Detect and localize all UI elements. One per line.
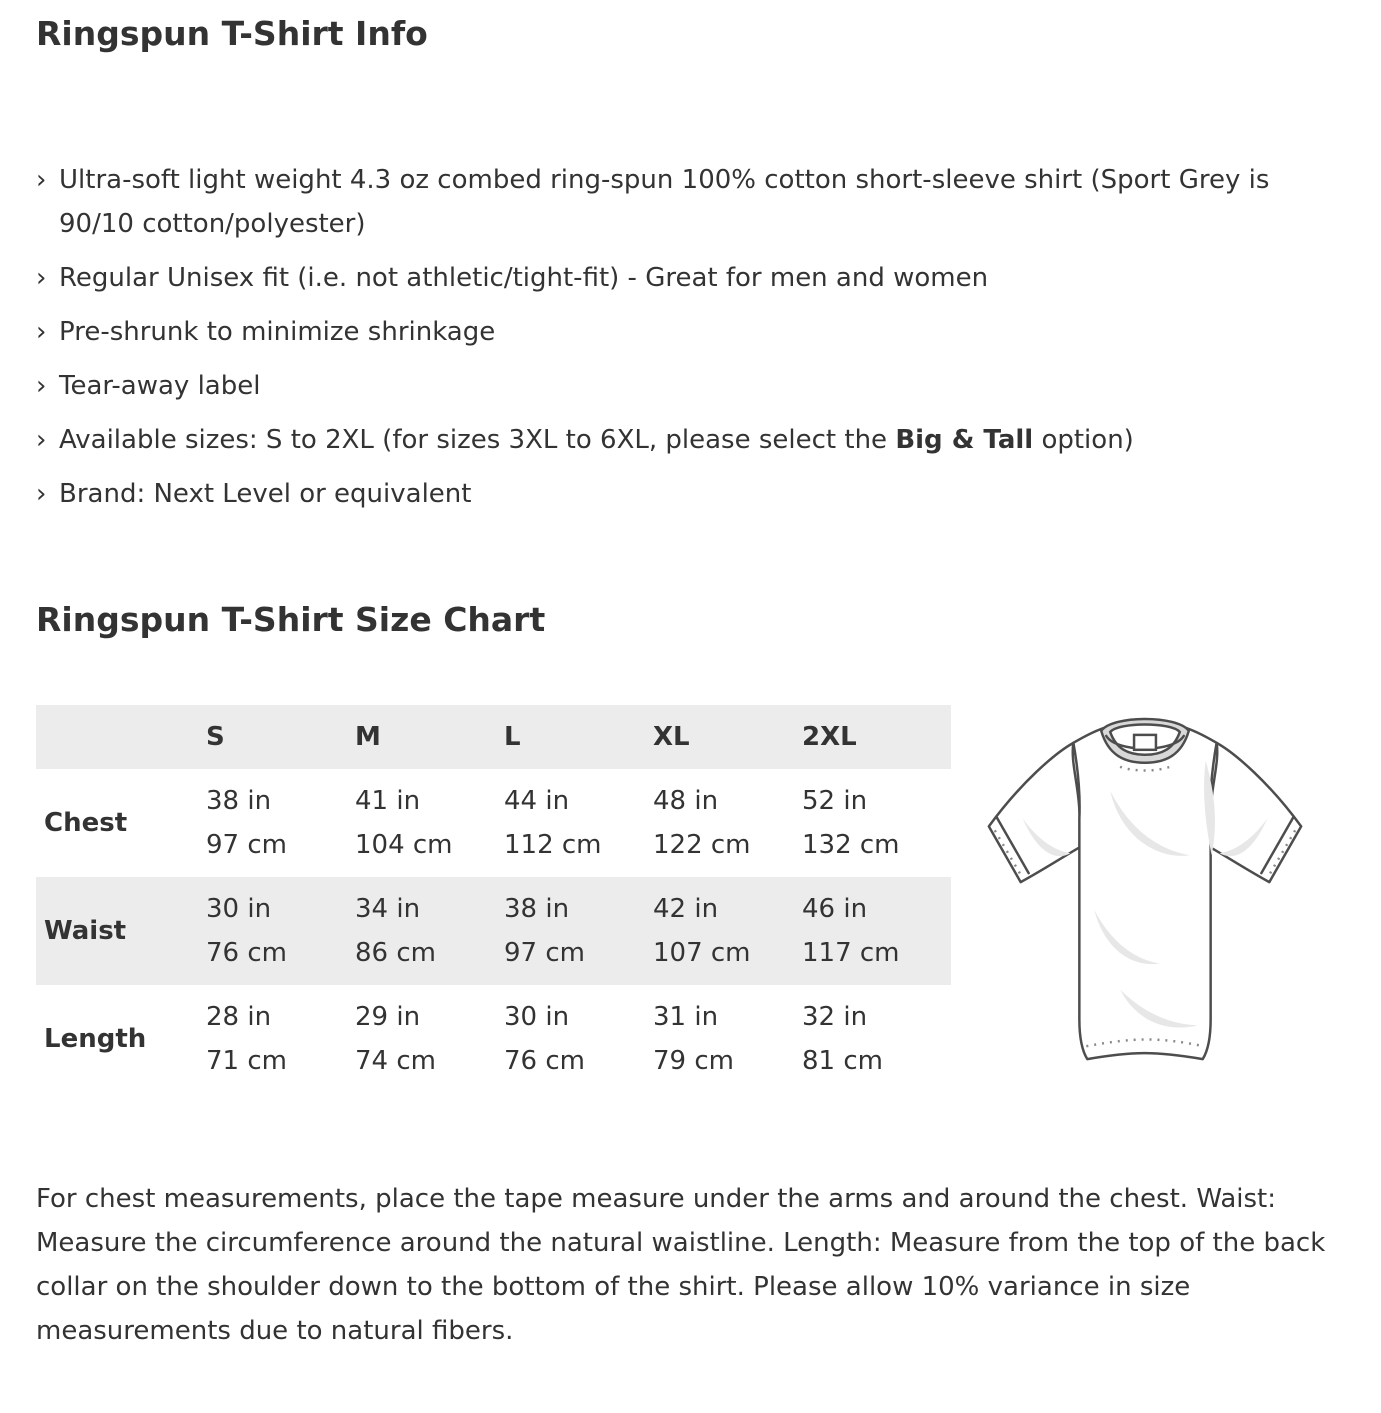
size-cell: 34 in 86 cm (355, 894, 436, 969)
bullet-icon: › (36, 262, 47, 293)
bullet-icon: › (36, 164, 47, 195)
list-item (36, 310, 1345, 354)
bullet-icon: › (36, 424, 47, 455)
bullet-icon: › (36, 370, 47, 401)
size-chart-section (36, 705, 1345, 1103)
table-row-length (36, 985, 951, 1093)
size-cell: 41 in 104 cm (355, 786, 453, 861)
list-item (36, 158, 1345, 246)
list-item-text: Available sizes: S to 2XL (for sizes 3XL to 6XL, please select the Big & Tall option) (59, 424, 1134, 455)
tshirt-illustration (961, 701, 1329, 1103)
column-header: 2XL (802, 722, 857, 753)
measurement-instructions: For chest measurements, place the tape measure under the arms and around the chest. Waist: Measure the circumference around the natural waistline. Length: Measure from the top of the back collar on the shoulder down to the bottom of the shirt. Please allow 10% variance in size measurements due to natural fibers. (36, 1184, 1326, 1347)
list-item (36, 472, 1345, 516)
list-item-text: Pre-shrunk to minimize shrinkage (59, 316, 496, 347)
row-label: Length (44, 1024, 147, 1055)
size-chart-table (36, 705, 951, 1093)
size-cell: 38 in 97 cm (206, 786, 287, 861)
size-cell: 30 in 76 cm (504, 1002, 585, 1077)
size-cell: 52 in 132 cm (802, 786, 900, 861)
bullet-icon: › (36, 316, 47, 347)
list-item (36, 418, 1345, 462)
product-feature-list (36, 158, 1345, 516)
table-row-chest (36, 769, 951, 877)
row-label: Waist (44, 916, 127, 947)
size-cell: 48 in 122 cm (653, 786, 751, 861)
size-cell: 28 in 71 cm (206, 1002, 287, 1077)
size-cell: 44 in 112 cm (504, 786, 602, 861)
list-item (36, 364, 1345, 408)
size-cell: 32 in 81 cm (802, 1002, 883, 1077)
list-item (36, 256, 1345, 300)
size-cell: 30 in 76 cm (206, 894, 287, 969)
column-header: XL (653, 722, 690, 753)
list-item-text: Ultra-soft light weight 4.3 oz combed ring-spun 100% cotton short-sleeve shirt (Sport Grey is 90/10 cotton/polyester) (59, 164, 1270, 239)
list-item-text: Regular Unisex fit (i.e. not athletic/tight-fit) - Great for men and women (59, 262, 989, 293)
bullet-icon: › (36, 478, 47, 509)
size-cell: 42 in 107 cm (653, 894, 751, 969)
size-cell: 38 in 97 cm (504, 894, 585, 969)
size-cell: 31 in 79 cm (653, 1002, 734, 1077)
size-cell: 46 in 117 cm (802, 894, 900, 969)
row-label: Chest (44, 808, 128, 839)
size-cell: 29 in 74 cm (355, 1002, 436, 1077)
column-header: M (355, 722, 381, 753)
column-header: L (504, 722, 521, 753)
list-item-text: Brand: Next Level or equivalent (59, 478, 472, 509)
table-header-row (36, 705, 951, 769)
size-chart-title: Ringspun T-Shirt Size Chart (36, 599, 546, 639)
corner-cell (36, 705, 206, 769)
column-header: S (206, 722, 225, 753)
list-item-text: Tear-away label (59, 370, 261, 401)
page-title: Ringspun T-Shirt Info (36, 14, 428, 53)
table-row-waist (36, 877, 951, 985)
tshirt-icon (961, 701, 1329, 1099)
